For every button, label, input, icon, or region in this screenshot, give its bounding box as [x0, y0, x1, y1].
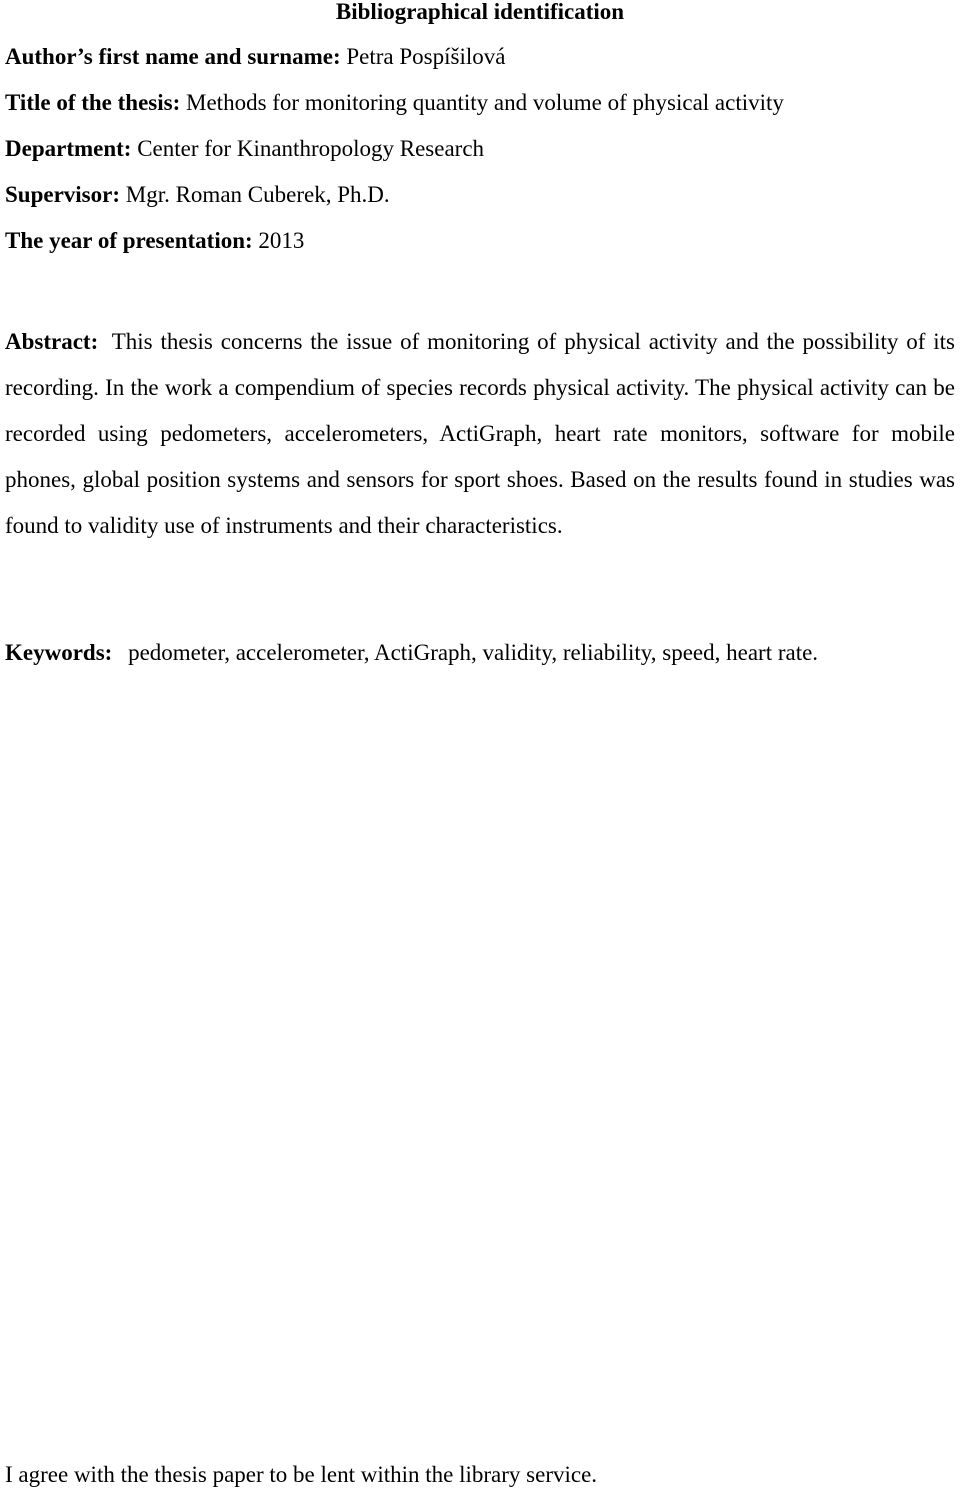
department-value: Center for Kinanthropology Research — [137, 136, 485, 161]
abstract-text: This thesis concerns the issue of monitoring of physical activity and the possibility of its recording. In the work a compendium of species records physical activity. The physical activity can be recorded using pedometers, accelerometers, ActiGraph, heart rate monitors, software for mobile phones, global position systems and sensors for sport shoes. Based on the results found in studies was found to validity use of instruments and their characteristics. — [5, 329, 956, 538]
keywords-label: Keywords: — [5, 640, 113, 665]
year-label: The year of presentation: — [5, 228, 253, 253]
bibliographic-fields — [5, 44, 955, 274]
supervisor-row — [5, 182, 955, 228]
document-title: Bibliographical identification — [335, 0, 625, 24]
thesis-title-row — [5, 90, 955, 136]
thesis-title-value: Methods for monitoring quantity and volume of physical activity — [186, 90, 784, 115]
department-label: Department: — [5, 136, 132, 161]
year-value: 2013 — [258, 228, 305, 253]
keywords-row — [5, 640, 955, 666]
author-row — [5, 44, 955, 90]
library-consent-statement: I agree with the thesis paper to be lent within the library service. — [5, 1462, 598, 1487]
thesis-title-label: Title of the thesis: — [5, 90, 181, 115]
supervisor-label: Supervisor: — [5, 182, 120, 207]
supervisor-value: Mgr. Roman Cuberek, Ph.D. — [125, 182, 390, 207]
year-row — [5, 228, 955, 274]
author-value: Petra Pospíšilová — [346, 44, 506, 69]
keywords-text: pedometer, accelerometer, ActiGraph, validity, reliability, speed, heart rate. — [128, 640, 819, 665]
author-label: Author’s first name and surname: — [5, 44, 341, 69]
abstract-label: Abstract: — [5, 329, 99, 354]
abstract-paragraph — [5, 319, 955, 549]
department-row — [5, 136, 955, 182]
